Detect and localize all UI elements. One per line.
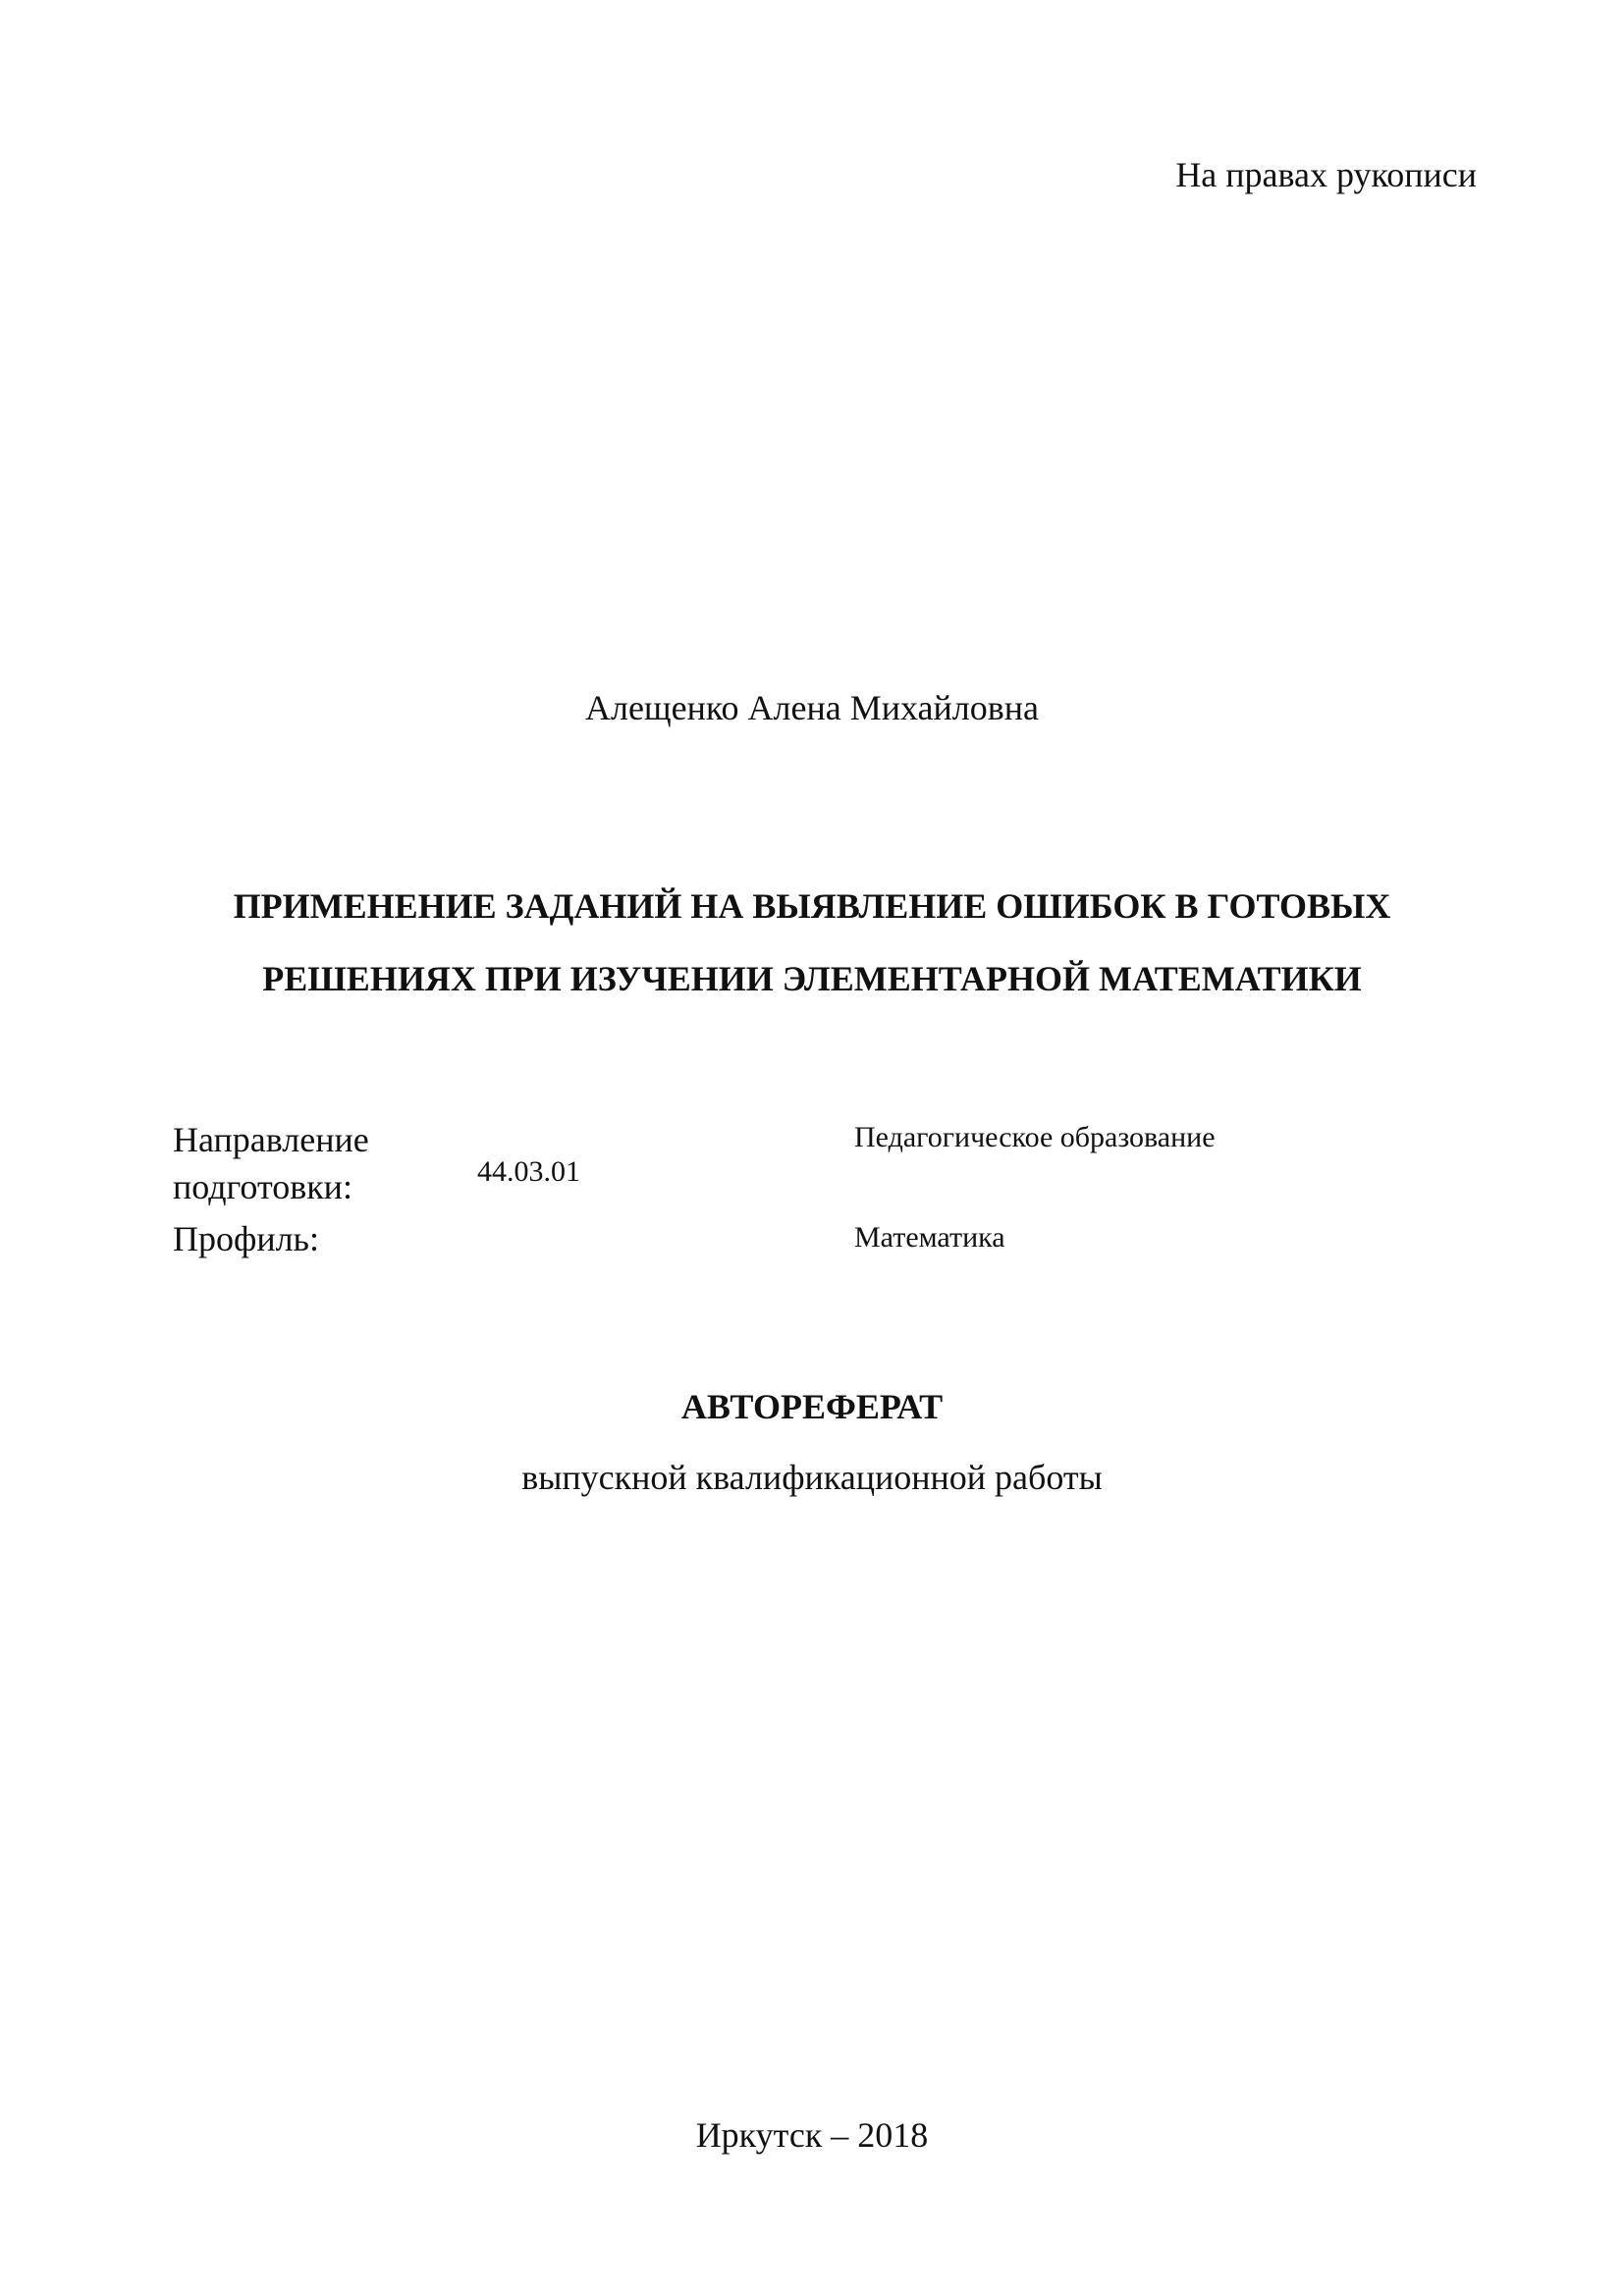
abstract-heading: АВТОРЕФЕРАТ — [680, 1387, 944, 1426]
direction-label-line-1: Направление — [173, 1120, 369, 1159]
thesis-title-line-1: ПРИМЕНЕНИЕ ЗАДАНИЙ НА ВЫЯВЛЕНИЕ ОШИБОК В ГОТОВЫХ — [233, 886, 1391, 926]
profile-label: Профиль: — [173, 1219, 319, 1258]
abstract-subtitle: выпускной квалификационной работы — [521, 1458, 1103, 1497]
direction-code: 44.03.01 — [477, 1155, 580, 1188]
thesis-title — [0, 870, 1624, 1015]
direction-label — [173, 1116, 369, 1210]
manuscript-note: На правах рукописи — [1175, 155, 1477, 194]
direction-value: Педагогическое образование — [854, 1121, 1216, 1153]
footer-city-year: Иркутск – 2018 — [695, 2115, 929, 2155]
thesis-title-line-2: РЕШЕНИЯХ ПРИ ИЗУЧЕНИИ ЭЛЕМЕНТАРНОЙ МАТЕМАТИКИ — [262, 959, 1362, 998]
profile-value: Математика — [854, 1221, 1005, 1254]
author-name: Алещенко Алена Михайловна — [584, 688, 1039, 727]
direction-label-line-2: подготовки: — [173, 1167, 352, 1206]
